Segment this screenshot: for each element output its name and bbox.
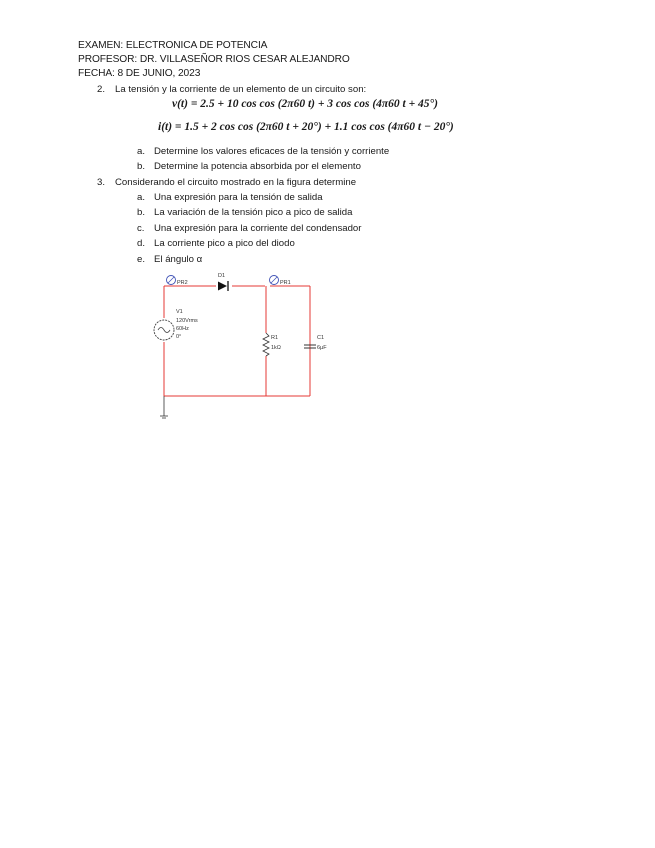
exam-title: EXAMEN: ELECTRONICA DE POTENCIA [78,40,268,51]
capacitor-name: C1 [317,335,325,341]
voltage-equation: v(t) = 2.5 + 10 cos cos (2π60 t) + 3 cos cos (4π60 t + 45°) [172,98,438,110]
source-phase: 0° [176,334,182,340]
q3-sub-a-letter: a. [137,192,146,203]
capacitor-value: 6µF [317,345,327,351]
q3-sub-c-text: Una expresión para la corriente del condensador [154,223,362,234]
source-name: V1 [176,309,183,315]
probe-pr1-icon [270,276,279,285]
q3-sub-d-text: La corriente pico a pico del diodo [154,238,295,249]
q2-sub-a-letter: a. [137,146,146,157]
resistor-name: R1 [271,335,279,341]
question-3-text: Considerando el circuito mostrado en la figura determine [115,177,357,188]
diode-label: D1 [218,273,226,279]
resistor-icon [263,333,269,356]
probe-pr2-label: PR2 [177,280,188,286]
professor-line: PROFESOR: DR. VILLASEÑOR RIOS CESAR ALEJANDRO [78,54,350,65]
question-2-number: 2. [97,84,106,95]
q2-sub-a-text: Determine los valores eficaces de la tensión y corriente [154,146,390,157]
q3-sub-c-letter: c. [137,223,145,234]
q3-sub-d-letter: d. [137,238,146,249]
q3-sub-a-text: Una expresión para la tensión de salida [154,192,323,203]
q2-sub-b-letter: b. [137,161,146,172]
probe-pr1-label: PR1 [280,280,291,286]
q3-sub-e-letter: e. [137,254,146,265]
q3-sub-e-text: El ángulo α [154,254,203,265]
question-3-number: 3. [97,177,106,188]
question-2-text: La tensión y la corriente de un elemento de un circuito son: [115,84,367,95]
source-voltage: 120Vrms [176,318,198,324]
q3-sub-b-letter: b. [137,207,146,218]
resistor-value: 1kΩ [271,345,281,351]
current-equation: i(t) = 1.5 + 2 cos cos (2π60 t + 20°) + 1.1 cos cos (4π60 t − 20°) [158,121,454,133]
probe-pr2-icon [167,276,176,285]
diode-icon [218,281,228,291]
date-line: FECHA: 8 DE JUNIO, 2023 [78,68,201,79]
ground-icon [160,396,168,418]
circuit-wires [164,286,310,396]
ac-source-icon [154,320,174,340]
q2-sub-b-text: Determine la potencia absorbida por el elemento [154,161,361,172]
q3-sub-b-text: La variación de la tensión pico a pico de salida [154,207,353,218]
rectifier-circuit-diagram [150,268,350,426]
source-frequency: 60Hz [176,326,189,332]
